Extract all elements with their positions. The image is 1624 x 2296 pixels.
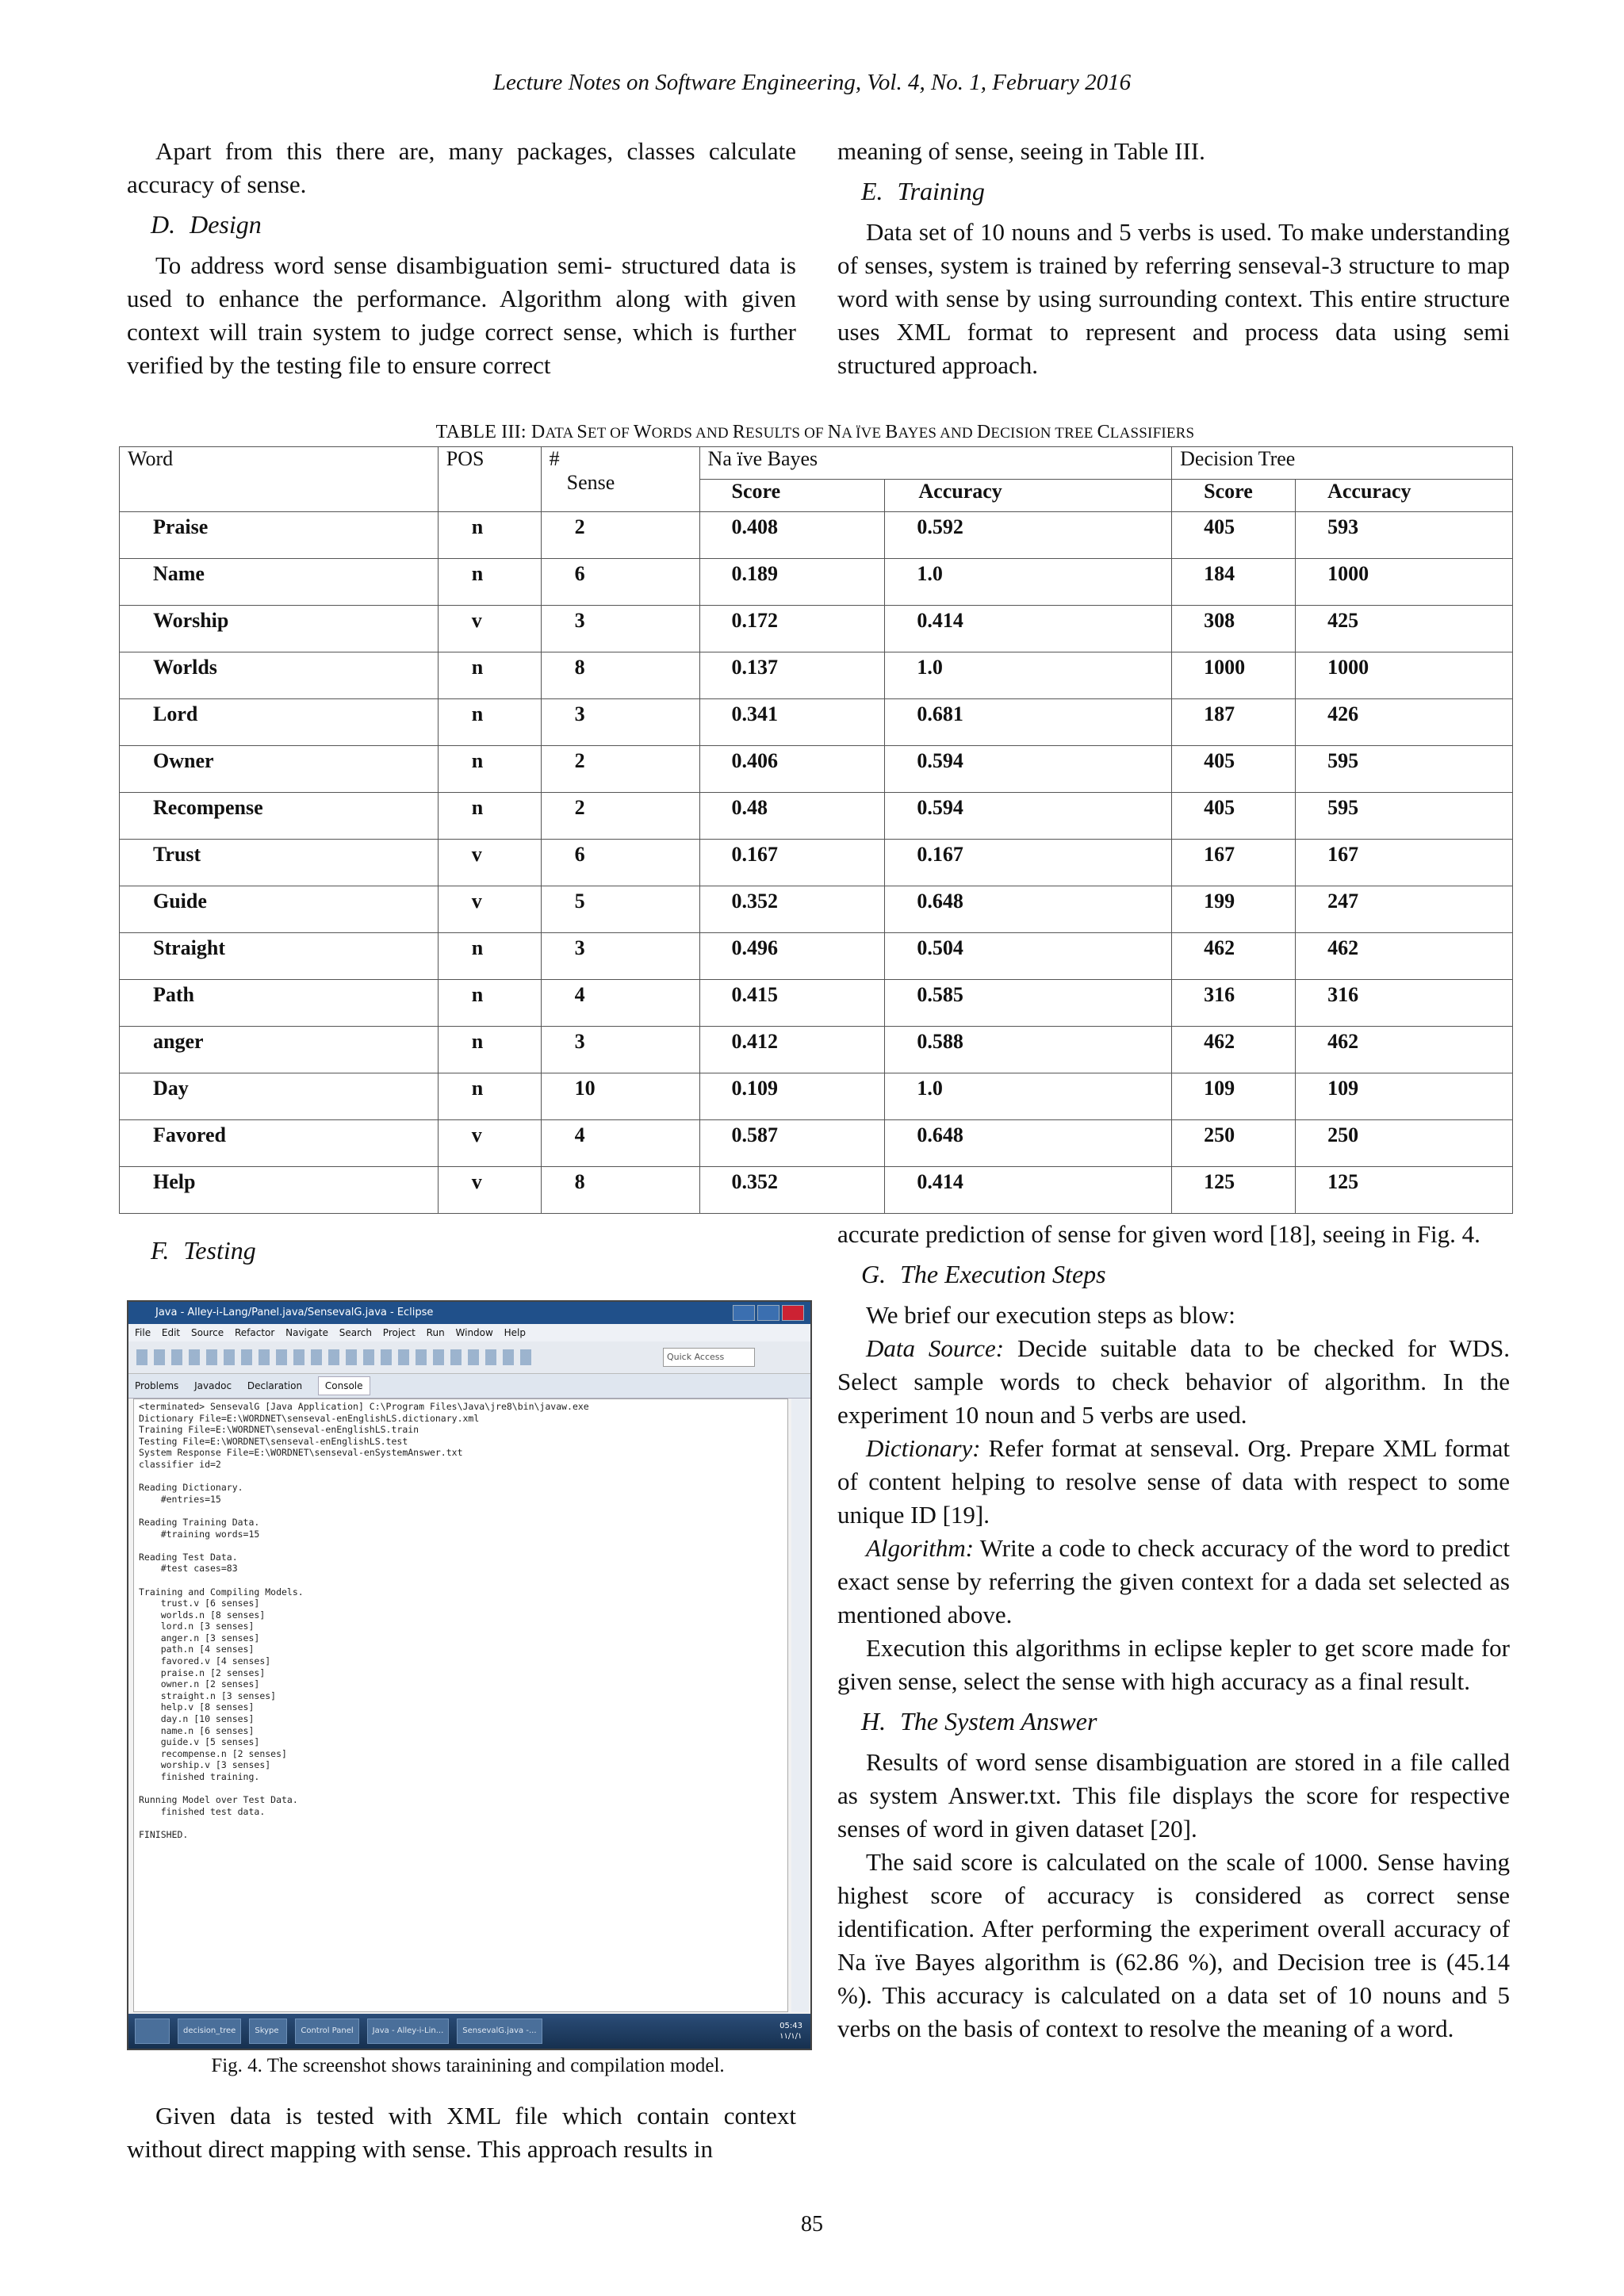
cell-dt-acc: 425 xyxy=(1296,606,1513,652)
cell-word: Recompense xyxy=(120,793,439,840)
cell-nb-score: 0.496 xyxy=(699,933,885,980)
cell-dt-acc: 595 xyxy=(1296,746,1513,793)
taskbar xyxy=(128,2014,810,2049)
cell-dt-score: 405 xyxy=(1172,746,1296,793)
cell-dt-score: 184 xyxy=(1172,559,1296,606)
cell-word: Worlds xyxy=(120,652,439,699)
cell-dt-score: 187 xyxy=(1172,699,1296,746)
cell-sense: 2 xyxy=(541,793,699,840)
cell-nb-acc: 1.0 xyxy=(885,652,1172,699)
table-row xyxy=(120,559,1513,606)
cell-sense: 6 xyxy=(541,840,699,886)
running-header: Lecture Notes on Software Engineering, Vol. 4, No. 1, February 2016 xyxy=(492,70,1132,95)
section-number: G. xyxy=(861,1260,887,1288)
cell-nb-acc: 0.648 xyxy=(885,886,1172,933)
tab-problems: Problems xyxy=(135,1380,179,1391)
cell-nb-acc: 0.414 xyxy=(885,606,1172,652)
clock-time: 05:43 xyxy=(779,2022,802,2030)
page-number: 85 xyxy=(801,2212,823,2237)
table-row xyxy=(120,746,1513,793)
cell-sense: 5 xyxy=(541,886,699,933)
section-number: D. xyxy=(151,210,176,239)
cell-nb-acc: 1.0 xyxy=(885,559,1172,606)
cell-dt-score: 405 xyxy=(1172,793,1296,840)
caption-part: ET OF xyxy=(587,425,634,442)
header-naive-bayes: Na ïve Bayes xyxy=(699,447,1172,480)
header-hash: # xyxy=(549,447,560,470)
paragraph: Data set of 10 nouns and 5 verbs is used. To make understanding of senses, system is trained by referring senseval-3 structure to map word with sense by using surrounding context. This entire structure uses XML format to represent and process data using semi structured approach. xyxy=(837,218,1510,379)
caption-part: ECISION TREE xyxy=(990,425,1097,442)
table-row xyxy=(120,1120,1513,1167)
table-row xyxy=(120,793,1513,840)
left-column-testing xyxy=(127,1227,796,1275)
cell-sense: 4 xyxy=(541,1120,699,1167)
section-title: Testing xyxy=(183,1236,256,1265)
cell-dt-score: 405 xyxy=(1172,512,1296,559)
lead-term: Dictionary: xyxy=(866,1434,981,1462)
header-nb-score: Score xyxy=(699,480,885,512)
cell-dt-score: 1000 xyxy=(1172,652,1296,699)
section-number: H. xyxy=(861,1707,887,1735)
cell-nb-score: 0.109 xyxy=(699,1073,885,1120)
cell-word: Straight xyxy=(120,933,439,980)
console-output: <terminated> SensevalG [Java Application] C:\Program Files\Java\jre8\bin\javaw.exe Dictionary File=E:\WORDNET\senseval-enEnglishLS.dictionary.xml Training File=E:\WORDNET\senseval-enEnglishLS.train Testing File=E:\WORDNET\senseval-enEnglishLS.test System Response File=E:\WORDNET\senseval-enSystemAnswer.txt classifier id=2 Reading Dictionary. #entries=15 Reading Training Data. #training words=15 Reading Test Data. #test cases=83 Training and Compiling Models. trust.v [6 senses] worlds.n [8 senses] lord.n [3 senses] anger.n [3 senses] path.n [4 senses] favored.v [4 senses] praise.n [2 senses] owner.n [2 senses] straight.n [3 senses] help.v [8 senses] day.n [10 senses] name.n [6 senses] guide.v [5 senses] recompense.n [2 senses] worship.v [3 senses] finished training. Running Model over Test Data. finished test data. FINISHED. xyxy=(133,1399,788,2012)
cell-dt-score: 250 xyxy=(1172,1120,1296,1167)
paragraph: Apart from this there are, many packages, classes calculate accuracy of sense. xyxy=(127,137,796,198)
cell-pos: n xyxy=(438,793,541,840)
table-caption xyxy=(119,422,1511,443)
lead-text: Write a code to check accuracy of the word to predict exact sense by referring the given context for a dada set selected as mentioned above. xyxy=(837,1534,1510,1628)
cell-pos: n xyxy=(438,699,541,746)
taskbar-clock xyxy=(779,2021,802,2042)
paragraph: Results of word sense disambiguation are stored in a file called as system Answer.txt. This file displays the score for respective senses of word in given dataset [20]. xyxy=(837,1748,1510,1843)
section-title: The Execution Steps xyxy=(900,1260,1106,1288)
paragraph-algorithm xyxy=(837,1532,1510,1632)
cell-pos: v xyxy=(438,1167,541,1214)
cell-dt-acc: 462 xyxy=(1296,933,1513,980)
table-row xyxy=(120,840,1513,886)
cell-sense: 3 xyxy=(541,699,699,746)
cell-dt-score: 308 xyxy=(1172,606,1296,652)
cell-pos: n xyxy=(438,652,541,699)
cell-sense: 2 xyxy=(541,746,699,793)
quick-access-input: Quick Access xyxy=(663,1348,755,1367)
cell-word: Worship xyxy=(120,606,439,652)
view-tabs xyxy=(128,1374,810,1399)
cell-word: Path xyxy=(120,980,439,1027)
paragraph: We brief our execution steps as blow: xyxy=(866,1301,1235,1329)
cell-nb-acc: 1.0 xyxy=(885,1073,1172,1120)
cell-word: Praise xyxy=(120,512,439,559)
cell-nb-score: 0.341 xyxy=(699,699,885,746)
cell-nb-acc: 0.588 xyxy=(885,1027,1172,1073)
cell-pos: n xyxy=(438,1027,541,1073)
cell-nb-acc: 0.594 xyxy=(885,793,1172,840)
taskbar-item: SensevalG.java -... xyxy=(457,2019,542,2044)
table-row xyxy=(120,1167,1513,1214)
section-heading-testing xyxy=(151,1234,796,1267)
window-controls xyxy=(733,1305,804,1321)
cell-nb-score: 0.167 xyxy=(699,840,885,886)
close-icon xyxy=(782,1305,804,1321)
cell-dt-acc: 316 xyxy=(1296,980,1513,1027)
section-heading-training xyxy=(861,174,1510,208)
start-icon xyxy=(135,2019,170,2044)
tab-javadoc: Javadoc xyxy=(194,1380,232,1391)
lead-text: Refer format at senseval. Org. Prepare XML format of content helping to resolve sense of data with respect to some unique ID [19]. xyxy=(837,1434,1510,1529)
cell-dt-score: 199 xyxy=(1172,886,1296,933)
cell-dt-acc: 595 xyxy=(1296,793,1513,840)
table-row xyxy=(120,933,1513,980)
cell-nb-score: 0.406 xyxy=(699,746,885,793)
cell-nb-acc: 0.648 xyxy=(885,1120,1172,1167)
section-number: F. xyxy=(151,1236,170,1265)
table-row xyxy=(120,652,1513,699)
cell-pos: n xyxy=(438,512,541,559)
cell-dt-acc: 1000 xyxy=(1296,652,1513,699)
cell-pos: v xyxy=(438,840,541,886)
cell-dt-acc: 250 xyxy=(1296,1120,1513,1167)
cell-sense: 4 xyxy=(541,980,699,1027)
caption-part: N xyxy=(827,422,842,442)
cell-sense: 10 xyxy=(541,1073,699,1120)
results-table xyxy=(119,446,1513,1214)
cell-word: Help xyxy=(120,1167,439,1214)
cell-nb-score: 0.352 xyxy=(699,1167,885,1214)
cell-dt-score: 109 xyxy=(1172,1073,1296,1120)
header-dt-score: Score xyxy=(1172,480,1296,512)
caption-part: R xyxy=(732,422,745,442)
cell-sense: 8 xyxy=(541,652,699,699)
section-number: E. xyxy=(861,177,883,205)
caption-part: A ÏVE xyxy=(841,425,886,442)
cell-nb-acc: 0.414 xyxy=(885,1167,1172,1214)
section-title: Design xyxy=(190,210,262,239)
left-column-top xyxy=(127,135,796,382)
cell-pos: v xyxy=(438,1120,541,1167)
cell-dt-score: 462 xyxy=(1172,933,1296,980)
caption-part: AYES AND xyxy=(898,425,977,442)
caption-part: ORDS AND xyxy=(651,425,733,442)
paragraph: The said score is calculated on the scale of 1000. Sense having highest score of accuracy is considered as correct sense identification. After performing the experiment overall accuracy of Na ïve Bayes algorithm is (62.86 %), and Decision tree is (45.14 %). This accuracy is calculated on a data set of 10 nouns and 5 verbs on the basis of context to resolve the meaning of a word. xyxy=(837,1848,1510,2042)
cell-word: Guide xyxy=(120,886,439,933)
eclipse-screenshot-figure xyxy=(127,1300,812,2050)
paragraph: accurate prediction of sense for given word [18], seeing in Fig. 4. xyxy=(837,1220,1480,1248)
header-nb-accuracy: Accuracy xyxy=(885,480,1172,512)
cell-nb-score: 0.412 xyxy=(699,1027,885,1073)
taskbar-item: Control Panel xyxy=(295,2019,358,2044)
taskbar-item: decision_tree xyxy=(178,2019,241,2044)
lead-term: Data Source: xyxy=(866,1334,1005,1362)
table-row xyxy=(120,699,1513,746)
cell-word: anger xyxy=(120,1027,439,1073)
cell-nb-acc: 0.167 xyxy=(885,840,1172,886)
cell-sense: 6 xyxy=(541,559,699,606)
paragraph: Given data is tested with XML file which contain context without direct mapping with sense. This approach results in xyxy=(127,2102,796,2163)
caption-part: D xyxy=(976,422,991,442)
cell-sense: 2 xyxy=(541,512,699,559)
table-row xyxy=(120,1027,1513,1073)
cell-dt-acc: 1000 xyxy=(1296,559,1513,606)
cell-pos: v xyxy=(438,606,541,652)
lead-text: Decide suitable data to be checked for WDS. Select sample words to check behavior of algorithm. In the experiment 10 noun and 5 verbs are used. xyxy=(837,1334,1510,1429)
clock-date: ۱۱/۱/۱ xyxy=(779,2032,802,2041)
cell-nb-score: 0.189 xyxy=(699,559,885,606)
cell-dt-score: 462 xyxy=(1172,1027,1296,1073)
table-row xyxy=(120,886,1513,933)
cell-sense: 8 xyxy=(541,1167,699,1214)
cell-word: Lord xyxy=(120,699,439,746)
cell-nb-score: 0.48 xyxy=(699,793,885,840)
caption-part: W xyxy=(633,422,652,442)
table-row xyxy=(120,512,1513,559)
caption-part: TABLE III: D xyxy=(435,422,546,442)
table-row xyxy=(120,980,1513,1027)
cell-nb-score: 0.415 xyxy=(699,980,885,1027)
cell-dt-acc: 593 xyxy=(1296,512,1513,559)
figure-caption: Fig. 4. The screenshot shows tarainining and compilation model. xyxy=(211,2055,725,2076)
side-toolbar xyxy=(791,1399,809,2012)
toolbar-icons xyxy=(136,1349,533,1365)
section-title: Training xyxy=(897,177,985,205)
table-row xyxy=(120,1073,1513,1120)
cell-dt-acc: 426 xyxy=(1296,699,1513,746)
cell-nb-acc: 0.585 xyxy=(885,980,1172,1027)
cell-nb-score: 0.137 xyxy=(699,652,885,699)
cell-dt-acc: 125 xyxy=(1296,1167,1513,1214)
cell-sense: 3 xyxy=(541,606,699,652)
cell-nb-acc: 0.592 xyxy=(885,512,1172,559)
caption-part: ESULTS OF xyxy=(745,425,828,442)
cell-sense: 3 xyxy=(541,1027,699,1073)
cell-nb-score: 0.172 xyxy=(699,606,885,652)
cell-sense: 3 xyxy=(541,933,699,980)
cell-nb-acc: 0.504 xyxy=(885,933,1172,980)
cell-pos: n xyxy=(438,933,541,980)
cell-pos: n xyxy=(438,559,541,606)
menu-bar: File Edit Source Refactor Navigate Search Project Run Window Help xyxy=(128,1324,810,1341)
caption-part: C xyxy=(1097,422,1110,442)
cell-dt-acc: 462 xyxy=(1296,1027,1513,1073)
header-pos: POS xyxy=(438,447,541,512)
toolbar xyxy=(128,1341,810,1374)
right-column-bottom xyxy=(837,1218,1510,2045)
cell-word: Name xyxy=(120,559,439,606)
cell-nb-score: 0.352 xyxy=(699,886,885,933)
cell-dt-acc: 247 xyxy=(1296,886,1513,933)
section-heading-execution-steps xyxy=(861,1257,1510,1291)
cell-word: Owner xyxy=(120,746,439,793)
cell-pos: v xyxy=(438,886,541,933)
cell-word: Day xyxy=(120,1073,439,1120)
cell-word: Trust xyxy=(120,840,439,886)
header-decision-tree: Decision Tree xyxy=(1172,447,1513,480)
caption-part: S xyxy=(576,422,588,442)
paragraph: Execution this algorithms in eclipse kepler to get score made for given sense, select the sense with high accuracy as a final result. xyxy=(837,1634,1510,1695)
header-word: Word xyxy=(120,447,439,512)
taskbar-item: Java - Alley-i-Lin... xyxy=(367,2019,450,2044)
caption-part: LASSIFIERS xyxy=(1109,425,1195,442)
cell-pos: n xyxy=(438,746,541,793)
cell-word: Favored xyxy=(120,1120,439,1167)
left-column-bottom xyxy=(127,2099,796,2166)
cell-nb-acc: 0.594 xyxy=(885,746,1172,793)
right-column-top xyxy=(837,135,1510,382)
tab-console: Console xyxy=(318,1376,370,1395)
header-sense xyxy=(541,447,699,512)
caption-part: ATA xyxy=(545,425,577,442)
lead-term: Algorithm: xyxy=(866,1534,975,1562)
maximize-icon xyxy=(757,1305,779,1321)
minimize-icon xyxy=(733,1305,755,1321)
header-dt-accuracy: Accuracy xyxy=(1296,480,1513,512)
paragraph: To address word sense disambiguation semi- structured data is used to enhance the performance. Algorithm along with given context will train system to judge correct sense, which is further verified by the testing file to ensure correct xyxy=(127,251,796,379)
header-sense-label: Sense xyxy=(566,471,615,494)
window-title: Java - Alley-i-Lang/Panel.java/SensevalG.java - Eclipse xyxy=(128,1302,810,1324)
table-row xyxy=(120,606,1513,652)
caption-part: B xyxy=(885,422,898,442)
cell-dt-score: 316 xyxy=(1172,980,1296,1027)
section-heading-design xyxy=(151,208,796,241)
paragraph-data-source xyxy=(837,1332,1510,1432)
paragraph-dictionary xyxy=(837,1432,1510,1532)
cell-pos: n xyxy=(438,980,541,1027)
cell-dt-acc: 167 xyxy=(1296,840,1513,886)
cell-pos: n xyxy=(438,1073,541,1120)
tab-declaration: Declaration xyxy=(247,1380,303,1391)
section-title: The System Answer xyxy=(900,1707,1097,1735)
cell-nb-acc: 0.681 xyxy=(885,699,1172,746)
taskbar-item: Skype xyxy=(249,2019,287,2044)
section-heading-system-answer xyxy=(861,1705,1510,1738)
cell-nb-score: 0.587 xyxy=(699,1120,885,1167)
cell-dt-score: 125 xyxy=(1172,1167,1296,1214)
paragraph: meaning of sense, seeing in Table III. xyxy=(837,137,1205,165)
cell-dt-score: 167 xyxy=(1172,840,1296,886)
cell-nb-score: 0.408 xyxy=(699,512,885,559)
cell-dt-acc: 109 xyxy=(1296,1073,1513,1120)
